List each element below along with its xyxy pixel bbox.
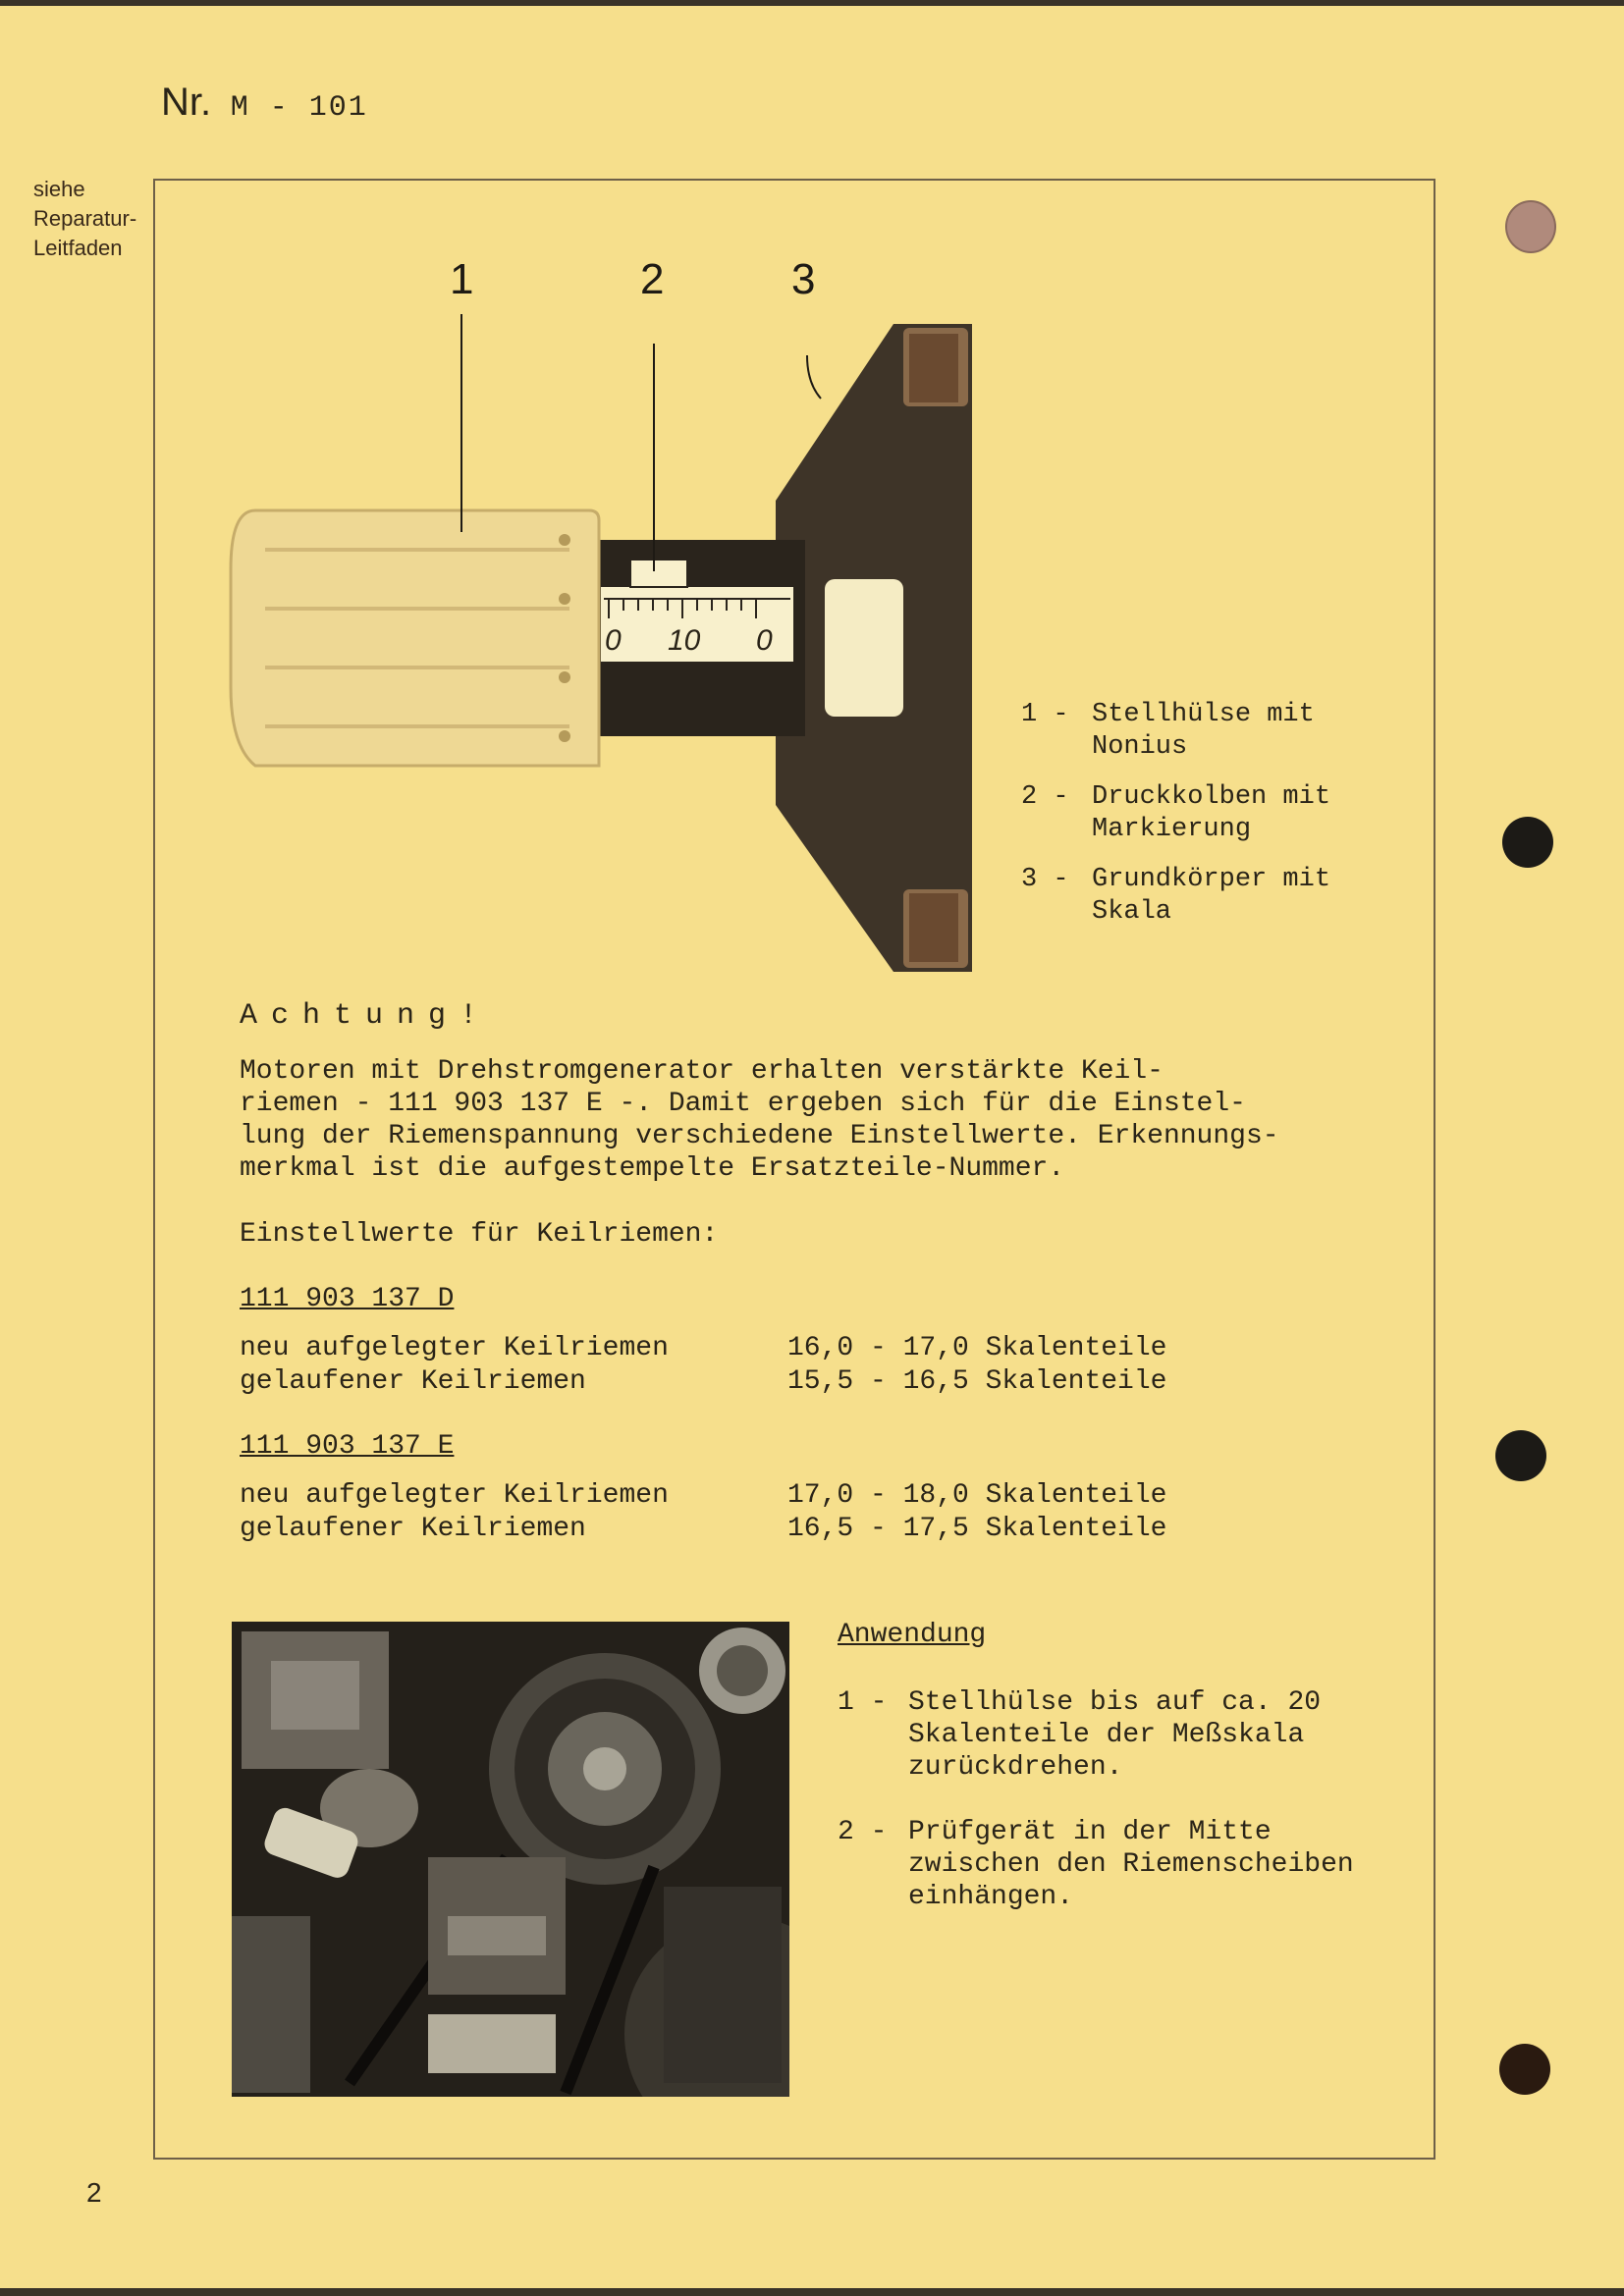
step-text: Prüfgerät in der Mitte zwischen den Riemenscheiben einhängen. [908,1817,1354,1912]
legend-item [1021,699,1386,764]
legend-text: Druckkolben mit Markierung [1092,782,1331,844]
legend-text: Stellhülse mit Nonius [1092,700,1315,762]
value-label: gelaufener Keilriemen [240,1514,586,1544]
value-range: 15,5 - 16,5 Skalenteile [787,1366,1167,1397]
scale-label: 10 [668,624,701,657]
page-number: 2 [86,2177,102,2208]
punch-hole [1499,2044,1550,2095]
anwendung-step [838,1686,1419,1784]
value-range: 17,0 - 18,0 Skalenteile [787,1480,1167,1511]
engine-photo-illustration [232,1622,789,2097]
part-number-d: 111 903 137 D [240,1284,455,1314]
callout-1: 1 [450,255,474,303]
value-label: gelaufener Keilriemen [240,1366,586,1397]
scale-label: 0 [605,624,622,657]
legend-item [1021,864,1386,929]
paragraph-line: Motoren mit Drehstromgenerator erhalten verstärkte Keil- [240,1056,1164,1087]
engine-photo [232,1622,789,2097]
legend-item [1021,781,1386,846]
punch-hole [1495,1430,1546,1481]
callout-3: 3 [791,255,816,303]
einstellwerte-heading: Einstellwerte für Keilriemen: [240,1219,719,1250]
punch-hole [1505,200,1556,253]
side-note-line: Leitfaden [33,236,123,260]
step-num: 1 - [838,1687,888,1718]
side-note-line: siehe [33,177,85,201]
warning-paragraph [240,1055,1359,1185]
value-range: 16,5 - 17,5 Skalenteile [787,1514,1167,1544]
page-edge-top [0,0,1624,6]
belt-tension-gauge-figure [226,255,992,982]
side-note-line: Reparatur- [33,206,137,231]
anwendung-heading: Anwendung [838,1620,987,1650]
figure-legend [1021,699,1386,946]
value-label: neu aufgelegter Keilriemen [240,1480,669,1511]
legend-num: 1 - [1021,700,1069,729]
callout-2: 2 [640,255,665,303]
legend-num: 3 - [1021,865,1069,894]
document-header [161,80,368,125]
value-range: 16,0 - 17,0 Skalenteile [787,1333,1167,1363]
nr-value: M - 101 [230,91,368,125]
step-text: Stellhülse bis auf ca. 20 Skalenteile der Meßskala zurückdrehen. [908,1687,1322,1783]
nr-label: Nr. [161,80,212,124]
paragraph-line: merkmal ist die aufgestempelte Ersatzteile-Nummer. [240,1153,1065,1184]
punch-hole [1502,817,1553,868]
scale-label: 0 [756,624,773,657]
paragraph-line: riemen - 111 903 137 E -. Damit ergeben sich für die Einstel- [240,1089,1246,1119]
legend-text: Grundkörper mit Skala [1092,865,1331,927]
page-edge-bottom [0,2288,1624,2296]
side-note [33,175,136,263]
legend-num: 2 - [1021,782,1069,812]
part-number-e: 111 903 137 E [240,1431,455,1462]
value-label: neu aufgelegter Keilriemen [240,1333,669,1363]
step-num: 2 - [838,1817,888,1847]
achtung-heading: Achtung! [240,999,492,1033]
anwendung-step [838,1816,1419,1913]
paragraph-line: lung der Riemenspannung verschiedene Einstellwerte. Erkennungs- [240,1121,1279,1151]
